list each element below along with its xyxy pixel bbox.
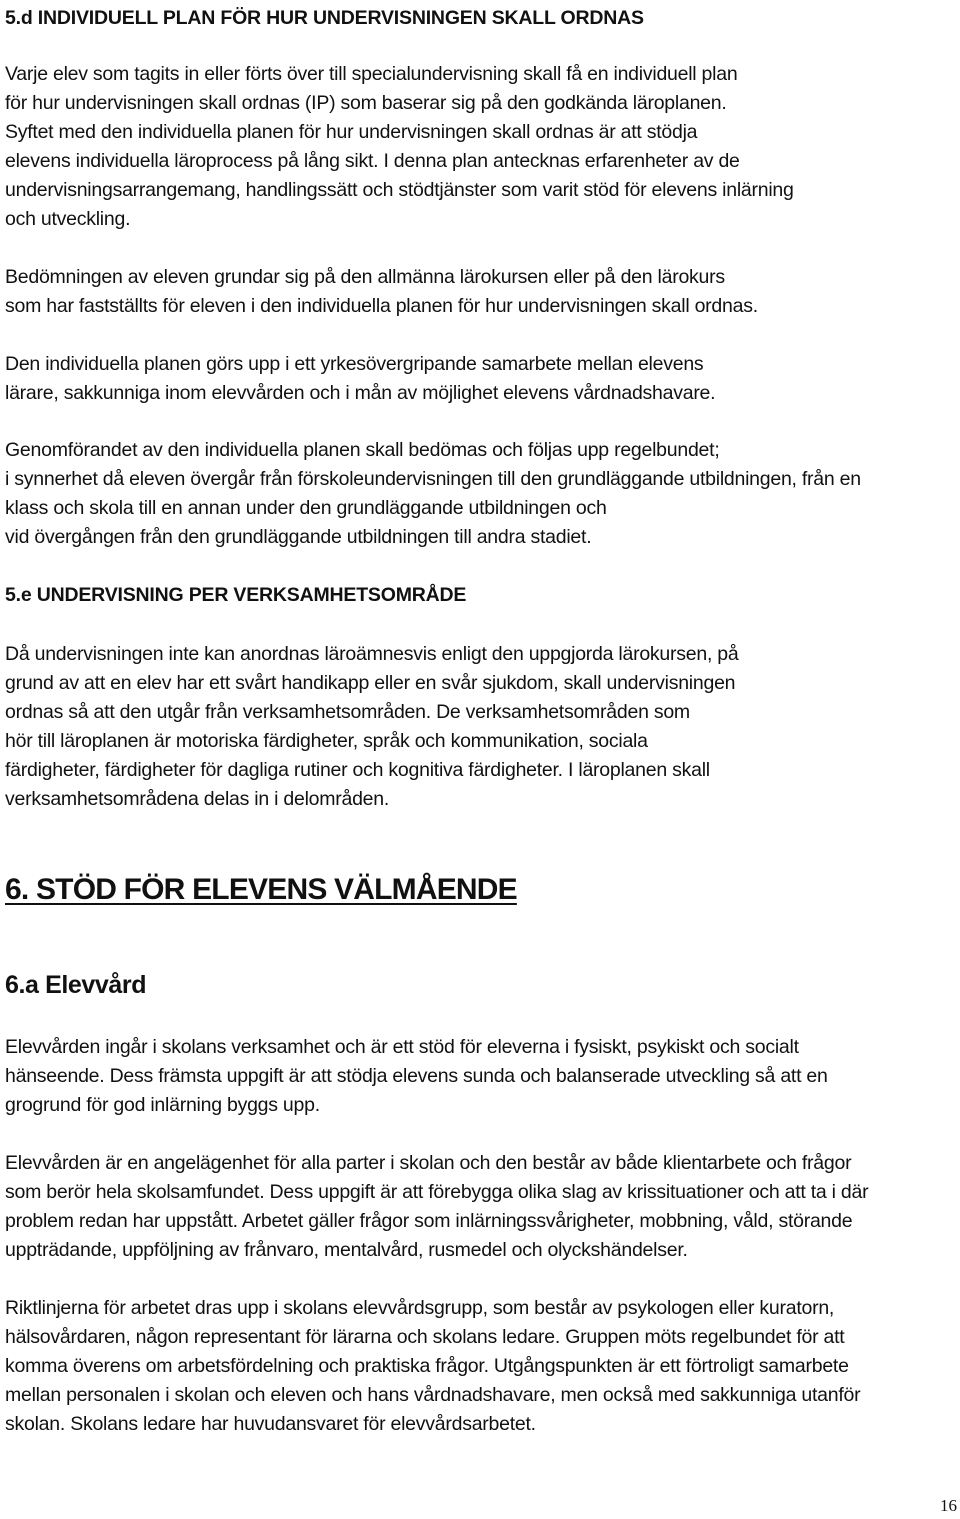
text-line: som har fastställts för eleven i den individuella planen för hur undervisningen skall ordnas. <box>5 295 758 317</box>
section-6a-paragraph-3 <box>5 1294 860 1439</box>
text-line: hälsovårdaren, någon representant för lärarna och skolans ledare. Gruppen möts regelbundet för att <box>5 1326 845 1348</box>
text-line: problem redan har uppstått. Arbetet gäller frågor som inlärningssvårigheter, mobbning, våld, störande <box>5 1210 853 1232</box>
text-line: klass och skola till en annan under den grundläggande utbildningen och <box>5 497 607 519</box>
page-number: 16 <box>940 1496 957 1515</box>
text-line: färdigheter, färdigheter för dagliga rutiner och kognitiva färdigheter. I läroplanen skall <box>5 759 710 781</box>
section-6a-paragraph-2 <box>5 1149 868 1265</box>
text-line: mellan personalen i skolan och eleven och hans vårdnadshavare, men också med sakkunniga utanför <box>5 1384 861 1406</box>
text-line: Elevvården ingår i skolans verksamhet och är ett stöd för eleverna i fysiskt, psykiskt och socialt <box>5 1036 799 1058</box>
text-line: elevens individuella läroprocess på lång sikt. I denna plan antecknas erfarenheter av de <box>5 150 740 172</box>
text-line: komma överens om arbetsfördelning och praktiska frågor. Utgångspunkten är ett förtroligt samarbete <box>5 1355 849 1377</box>
section-6a-heading: 6.a Elevvård <box>5 971 147 999</box>
section-5e-heading: 5.e UNDERVISNING PER VERKSAMHETSOMRÅDE <box>5 584 467 606</box>
section-6a-paragraph-1 <box>5 1033 828 1120</box>
text-line: Den individuella planen görs upp i ett yrkesövergripande samarbete mellan elevens <box>5 353 704 375</box>
text-line: i synnerhet då eleven övergår från förskoleundervisningen till den grundläggande utbildningen, från en <box>5 468 861 490</box>
text-line: och utveckling. <box>5 208 131 230</box>
text-line: verksamhetsområdena delas in i delområden. <box>5 788 390 810</box>
text-line: lärare, sakkunniga inom elevvården och i mån av möjlighet elevens vårdnadshavare. <box>5 382 716 404</box>
text-line: grund av att en elev har ett svårt handikapp eller en svår sjukdom, skall undervisningen <box>5 672 736 694</box>
text-line: Varje elev som tagits in eller förts över till specialundervisning skall få en individuell plan <box>5 63 738 85</box>
section-5d-paragraph-2 <box>5 263 758 321</box>
section-5d-heading: 5.d INDIVIDUELL PLAN FÖR HUR UNDERVISNINGEN SKALL ORDNAS <box>5 7 644 29</box>
text-line: för hur undervisningen skall ordnas (IP) som baserar sig på den godkända läroplanen. <box>5 92 727 114</box>
section-5e-paragraph-1 <box>5 640 738 814</box>
text-line: hör till läroplanen är motoriska färdigheter, språk och kommunikation, sociala <box>5 730 648 752</box>
text-line: Bedömningen av eleven grundar sig på den allmänna lärokursen eller på den lärokurs <box>5 266 725 288</box>
section-5d-paragraph-3 <box>5 350 715 408</box>
text-line: skolan. Skolans ledare har huvudansvaret för elevvårdsarbetet. <box>5 1413 536 1435</box>
text-line: Riktlinjerna för arbetet dras upp i skolans elevvårdsgrupp, som består av psykologen eller kuratorn, <box>5 1297 835 1319</box>
text-line: grogrund för god inlärning byggs upp. <box>5 1094 320 1116</box>
text-line: undervisningsarrangemang, handlingssätt och stödtjänster som varit stöd för elevens inlärning <box>5 179 794 201</box>
text-line: Då undervisningen inte kan anordnas läroämnesvis enligt den uppgjorda lärokursen, på <box>5 643 739 665</box>
text-line: Genomförandet av den individuella planen skall bedömas och följas upp regelbundet; <box>5 439 720 461</box>
text-line: uppträdande, uppföljning av frånvaro, mentalvård, rusmedel och olyckshändelser. <box>5 1239 688 1261</box>
section-6-heading: 6. STÖD FÖR ELEVENS VÄLMÅENDE <box>5 873 517 906</box>
text-line: Elevvården är en angelägenhet för alla parter i skolan och den består av både klientarbete och frågor <box>5 1152 852 1174</box>
section-5d-paragraph-4 <box>5 436 861 552</box>
text-line: hänseende. Dess främsta uppgift är att stödja elevens sunda och balanserade utveckling så att en <box>5 1065 828 1087</box>
section-5d-paragraph-1 <box>5 60 794 234</box>
text-line: vid övergången från den grundläggande utbildningen till andra stadiet. <box>5 526 592 548</box>
text-line: som berör hela skolsamfundet. Dess uppgift är att förebygga olika slag av krissituationer och att ta i där <box>5 1181 869 1203</box>
text-line: Syftet med den individuella planen för hur undervisningen skall ordnas är att stödja <box>5 121 698 143</box>
text-line: ordnas så att den utgår från verksamhetsområden. De verksamhetsområden som <box>5 701 690 723</box>
